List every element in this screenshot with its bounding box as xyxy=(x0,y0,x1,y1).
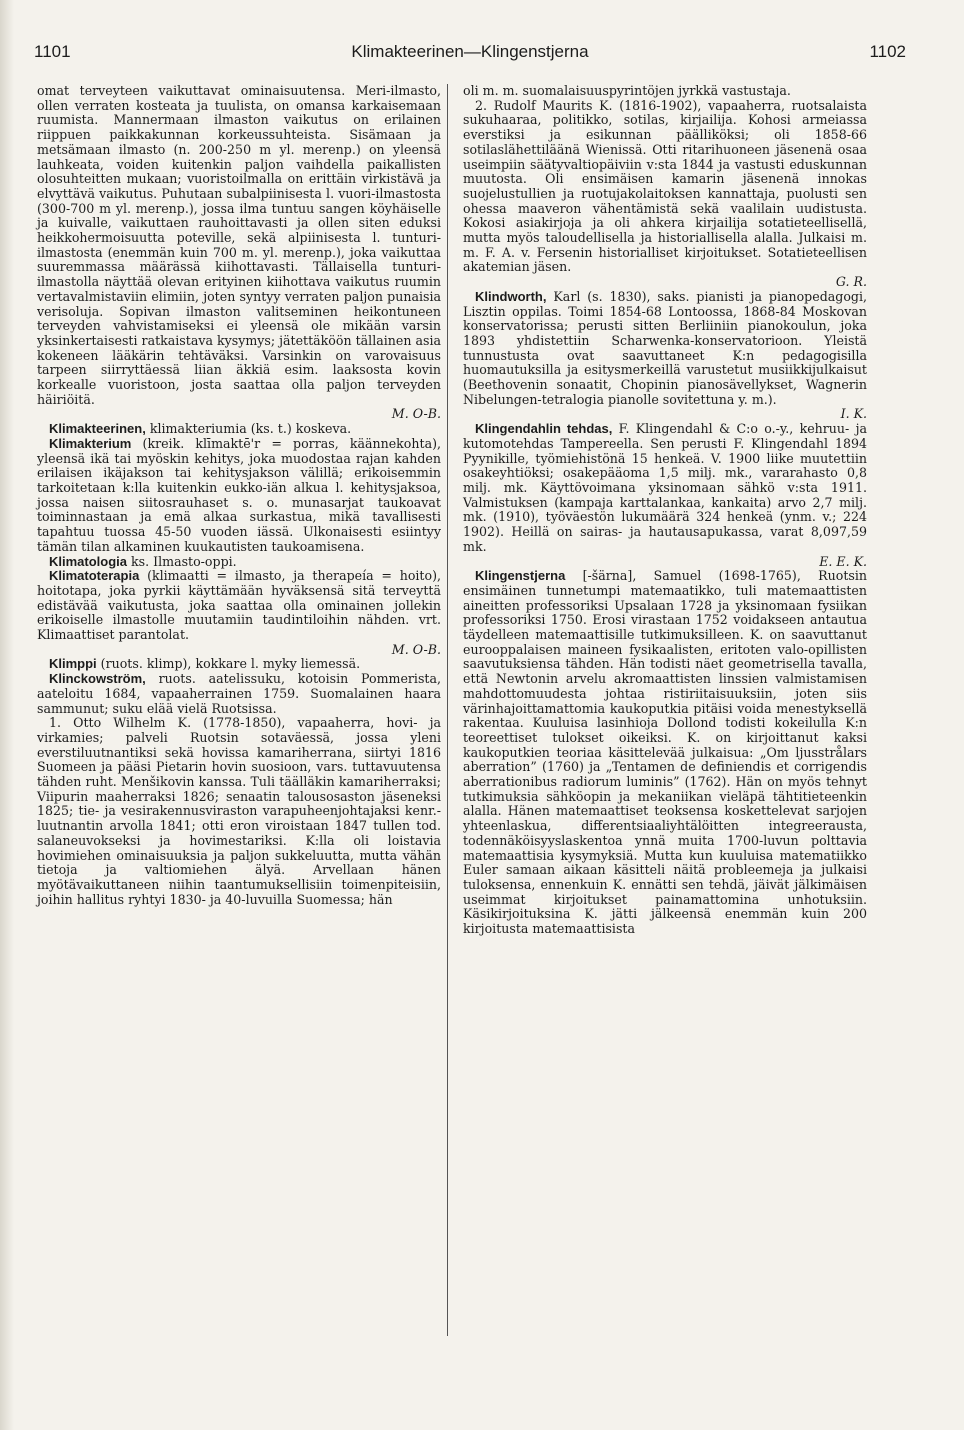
signature: E. E. K. xyxy=(819,553,867,569)
headword: Klingendahlin tehdas, xyxy=(475,421,613,437)
entry xyxy=(37,657,441,672)
entry-body: ruots. aatelissuku, kotoisin Pommerista, aateloitu 1684, vapaaherrainen 1759. Suomalainen haara sammunut; suku elää vielä Ruotsissa. xyxy=(37,671,441,716)
entry xyxy=(37,672,441,716)
entry-body: klimakteriumia (ks. t.) koskeva. xyxy=(145,421,352,437)
left-column xyxy=(37,84,441,907)
headword: Klimatoterapia xyxy=(49,568,140,584)
headword: Klingenstjerna xyxy=(475,568,566,584)
entry-body: ks. Ilmasto-oppi. xyxy=(127,553,237,569)
headword: Klimppi xyxy=(49,656,97,672)
paragraph: omat terveyteen vaikuttavat ominaisuutensa. Meri-ilmasto, ollen verraten kosteata ja tuulista, on omansa karkaisemaan ruumista. Mannermaan ilmaston vaikutus on erilainen riippuen paikkakunnan korkeussuhteista. Sisämaan ja metsämaan ilmasto (n. 200-250 m yl. merenp.) on yleensä lauhkeata, voiden kuitenkin paljon vaihdella paikallisten olosuhteitten mukaan; vuoristoilmalla on erittäin virkistävä ja elvyttävä vaikutus. Puhutaan subalpiinisesta l. vuori-ilmastosta (300-700 m yl. merenp.), jossa ilma tuntuu sangen köyhäiselle ja kuivalle, vaikuttaen rauhoittavasti ja ollen siten eduksi heikkohermoisuutta poteville, sekä alpiinisesta l. tunturi-ilmastosta (enemmän kuin 700 m. yl. merenp.), joka vaikuttaa suuremmassa määrässä kiihottavasti. Tällaisella tunturi-ilmastolla näyttää olevan erityinen kiihottava vaikutus ruumin vertavalmistaviin elimiin, joten syntyy verraten paljon punaisia verisoluja. Sopivan ilmaston valitseminen heikontuneen terveyden vahvistamiseksi ei yleensä ole mikään varsin yksinkertaisesti ratkaistava kysymys; jätettäköön tällainen asia kokeneen lääkärin tehtäväksi. Varsinkin on varovaisuus tarpeen siirryttäessä liian äkkiä esim. laaksosta kovin korkealle vuoristoon, josta saattaa olla paljon terveyden häiriöitä. xyxy=(37,83,441,407)
page-number-left: 1101 xyxy=(34,42,71,61)
entry-body: [-šärna], Samuel (1698-1765), Ruotsin ensimäinen tunnetumpi matemaatikko, tuli matemaattisten aineitten professoriksi Upsalaan 1728 ja yksinomaan fysiikan professoriksi 1750. Erosi virastaan 1752 voidakseen antautua täydelleen matemaattisille tutkimuksilleen. K. on saavuttanut eurooppalaisen maineen fysikaalisten, eritoten valo-opillisten saavutuksiensa tähden. Hän todisti näet geometrisella tavalla, että Newtonin arvelu akromaattisten linssien valmistamisen mahdottomuudesta johtaa ristiriitaisuuksiin, joten siis värinhajoittamattomia kaukoputkia pitäisi voida menestyksellä rakentaa. Kuuluisa lasinhioja Dollond todisti kokeilulla K:n teoreettiset tulokset oikeiksi. K. on kirjoittanut kaksi kaukoputkien teoriaa käsittelevää julkaisua: „Om ljusstrålars aberration” (1760) ja „Tentamen de definiendis et corrigendis aberrationibus radiorum luminis” (1762). Hän on myös tehnyt tutkimuksia sähköopin ja mekaniikan vieläpä tähtitieteenkin alalla. Hänen matemaattiset teoksensa koskettelevat sarjojen yhteenlaskua, differentsiaaliyhtälöitten integreerausta, todennäköisyyslaskentoa ynnä muita 1700-luvun polttavia matemaattisia kysymyksiä. Mutta kun kuuluisa matematiikko Euler samaan aikaan käsitteli näitä probleemeja ja julkaisi tuloksensa, ennenkuin K. ennätti sen tehdä, jäivät jälkimäisen useimmat kirjoitukset painamattomina unhotuksiin. Käsikirjoituksina K. jätti jälkeensä enemmän kuin 200 kirjoitusta matemaattisista xyxy=(463,568,867,937)
entry xyxy=(37,422,441,437)
entry xyxy=(463,422,867,554)
signature: M. O-B. xyxy=(391,406,441,422)
entry-body: (ruots. klimp), kokkare l. myky liemessä. xyxy=(96,656,361,672)
page-edge-shadow xyxy=(0,0,14,1430)
right-column xyxy=(463,84,867,937)
headword: Klimatologia xyxy=(49,553,128,569)
entry-body: (klimaatti = ilmasto, ja therapeía = hoito), hoitotapa, joka pyrkii käyttämään hyväksensä sitä terveyttä edistävää vaikutusta, joka saattaa olla ominainen jollekin erikoiselle ilmastolle muutamiin taudintiloihin nähden. vrt. Klimaattiset parantolat. xyxy=(37,568,441,643)
page-header xyxy=(34,42,906,72)
entry xyxy=(37,555,441,570)
signature: M. O-B. xyxy=(391,641,441,657)
entry xyxy=(463,569,867,937)
signature: G. R. xyxy=(835,274,867,290)
column-divider xyxy=(447,84,448,1336)
paragraph: oli m. m. suomalaisuuspyrintöjen jyrkkä vastustaja. xyxy=(463,83,791,98)
headword: Klinckowström, xyxy=(49,671,146,687)
sub-entry: 2. Rudolf Maurits K. (1816-1902), vapaaherra, ruotsalaista sukuhaaraa, politikko, sotilas, kirjailija. Kohosi armeiassa everstiksi ja esikunnan päälliköksi; oli 1858-66 sotilaslähettiläänä Wienissä. Otti ritarihuoneen jäsenenä osaa useimpiin säätyvaltiopäiviin v:sta 1844 ja vastusti eduskunnan muutosta. Oli ensimäisen kamarin jäsenenä innokas suojelustullien ja ruotujakolaitoksen kannattaja, puolusti sen ohessa maaveron vähentämistä sekä vaalilain uudistusta. Kokosi asiakirjoja ja oli ahkera kirjailija sotatieteellisellä, mutta myös taloudellisella ja historiallisella alalla. Julkaisi m. m. F. A. v. Fersenin historialliset kirjoitukset. Sotatieteellisen akatemian jäsen. xyxy=(463,97,867,275)
sub-entry: 1. Otto Wilhelm K. (1778-1850), vapaaherra, hovi- ja virkamies; palveli Ruotsin sotaväessä, jossa yleni everstiluutnantiksi sekä hovissa kamariherrana, siirtyi 1816 Suomeen ja pääsi Pietarin hovin suosioon, vars. tuttavuutensa tähden ruht. Menšikovin kanssa. Tuli täälläkin kamariherraksi; Viipurin maaherraksi 1826; senaatin talousosaston jäseneksi 1825; tie- ja vesirakennusviraston varapuheenjohtajaksi kenr.-luutnantin arvolla 1841; otti eron viroistaan 1847 tullen tod. salaneuvokseksi ja hovimestariksi. K:lla oli loistavia hovimiehen ominaisuuksia ja paljon sukkeluutta, mutta vähän tietoja ja valtiomiehen älyä. Arvellaan hänen myötävaikuttaneen niihin taantumuksellisiin toimenpiteisiin, joihin hallitus ryhtyi 1830- ja 40-luvuilla Suomessa; hän xyxy=(37,715,441,907)
page-number-right: 1102 xyxy=(869,42,906,61)
running-title: Klimakteerinen—Klingenstjerna xyxy=(351,42,589,61)
entry-body: Karl (s. 1830), saks. pianisti ja pianopedagogi, Lisztin oppilas. Toimi 1854-68 Lontoossa, 1868-84 Moskovan konservatorissa; perusti sitten Berliiniin pianokoulun, joka 1893 yhdistettiin Scharwenka-konservatorioon. Yleistä tunnustusta ovat saavuttaneet K:n pedagogisilla huomautuksilla ja esitysmerkeillä varustetut musiikkijulkaisut (Beethovenin sonaatit, Chopinin pianosävellykset, Wagnerin Nibelungen-tetralogia pianolle sovitettuna y. m.). xyxy=(463,288,867,407)
entry-body: (kreik. klīmaktē'r = porras, käännekohta), yleensä ikä tai myöskin kehitys, joka muodostaa rajan kahden erilaisen ikäjakson tai kehitysjakson välillä; erikoisemmin tarkoitetaan k:lla kuitenkin eukko-iän alkua l. kehitysjaksoa, jossa naisen siitosrauhaset s. o. munasarjat taukoavat toiminnastaan ja emä alkaa surkastua, mikä tavallisesti tapahtuu tuossa 45-50 vuoden iässä. Ulkonaisesti esiintyy tämän tilan alkaminen kuukautisten taukoamisena. xyxy=(37,435,441,554)
entry-body: F. Klingendahl & C:o o.-y., kehruu- ja kutomotehdas Tampereella. Sen perusti F. Klingendahl 1894 Pyynikille, työmiehistönä 15 henkeä. V. 1900 liike muutettiin osakeyhtiöksi; osakepääoma 1,5 milj. mk., vararahasto 0,8 milj. mk. Käyttövoimana yksinomaan sähkö v:sta 1911. Valmistuksen (kampaja karttalankaa, kankaita) arvo 2,7 milj. mk. (1910), työväestön lukumäärä 324 henkeä (ynm. v.; 224 1902). Heillä on sairas- ja hautausapukassa, varat 8,097,59 mk. xyxy=(463,421,867,554)
headword: Klimakterium xyxy=(49,435,132,451)
entry xyxy=(37,569,441,643)
entry xyxy=(37,437,441,555)
signature: I. K. xyxy=(840,406,867,422)
headword: Klimakteerinen, xyxy=(49,421,146,437)
headword: Klindworth, xyxy=(475,288,547,304)
entry xyxy=(463,290,867,408)
